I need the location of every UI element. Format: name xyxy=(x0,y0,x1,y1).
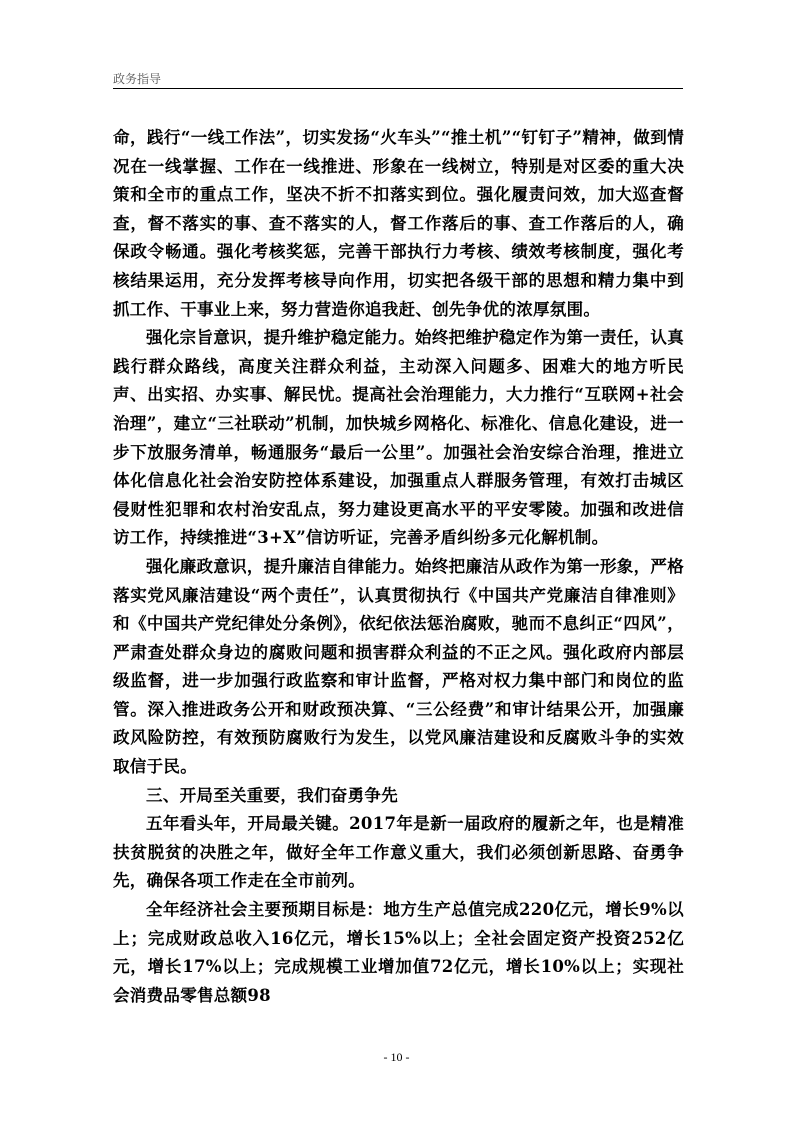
paragraph-targets: 全年经济社会主要预期目标是：地方生产总值完成220亿元，增长9%以上；完成财政总收入16亿元，增长15%以上；全社会固定资产投资252亿元，增长17%以上；完成规模工业增加值72亿元，增长10%以上；实现社会消费品零售总额98 xyxy=(113,900,684,1005)
header-title: 政务指导 xyxy=(113,72,162,86)
paragraph-integrity: 强化廉政意识，提升廉洁自律能力。始终把廉洁从政作为第一形象，严格落实党风廉洁建设“两个责任”，认真贯彻执行《中国共产党廉洁自律准则》和《中国共产党纪律处分条例》，依纪依法惩治腐败，驰而不息纠正“四风”，严肃查处群众身边的腐败问题和损害群众利益的不正之风。强化政府内部层级监督，进一步加强行政监察和审计监督，严格对权力集中部门和岗位的监管。深入推进政务公开和财政预决算、“三公经费”和审计结果公开，加强廉政风险防控，有效预防腐败行为发生，以党风廉洁建设和反腐败斗争的实效取信于民。 xyxy=(113,556,684,777)
paragraph-continuation: 命，践行“一线工作法”，切实发扬“火车头”“推土机”“钉钉子”精神，做到情况在一线掌握、工作在一线推进、形象在一线树立，特别是对区委的重大决策和全市的重点工作，坚决不折不扣落实到位。强化履责问效，加大巡查督查，督不落实的事、查不落实的人，督工作落后的事、查工作落后的人，确保政令畅通。强化考核奖惩，完善干部执行力考核、绩效考核制度，强化考核结果运用，充分发挥考核导向作用，切实把各级干部的思想和精力集中到抓工作、干事业上来，努力营造你追我赶、创先争优的浓厚氛围。 xyxy=(113,128,684,319)
page-number: - 10 - xyxy=(383,1050,410,1064)
paragraph-stability: 强化宗旨意识，提升维护稳定能力。始终把维护稳定作为第一责任，认真践行群众路线，高度关注群众利益，主动深入问题多、困难大的地方听民声、出实招、办实事、解民忧。提高社会治理能力，大力推行“互联网+社会治理”，建立“三社联动”机制，加快城乡网格化、标准化、信息化建设，进一步下放服务清单，畅通服务“最后一公里”。加强社会治安综合治理，推进立体化信息化社会治安防控体系建设，加强重点人群服务管理，有效打击城区侵财性犯罪和农村治安乱点，努力建设更高水平的平安零陵。加强和改进信访工作，持续推进“3+X”信访听证，完善矛盾纠纷多元化解机制。 xyxy=(113,328,684,548)
page-header xyxy=(113,70,683,89)
document-body xyxy=(113,124,684,1010)
section-heading: 三、开局至关重要，我们奋勇争先 xyxy=(146,785,398,805)
paragraph-opening: 五年看头年，开局最关键。2017年是新一届政府的履新之年，也是精准扶贫脱贫的决胜之年，做好全年工作意义重大，我们必须创新思路、奋勇争先，确保各项工作走在全市前列。 xyxy=(113,814,684,891)
